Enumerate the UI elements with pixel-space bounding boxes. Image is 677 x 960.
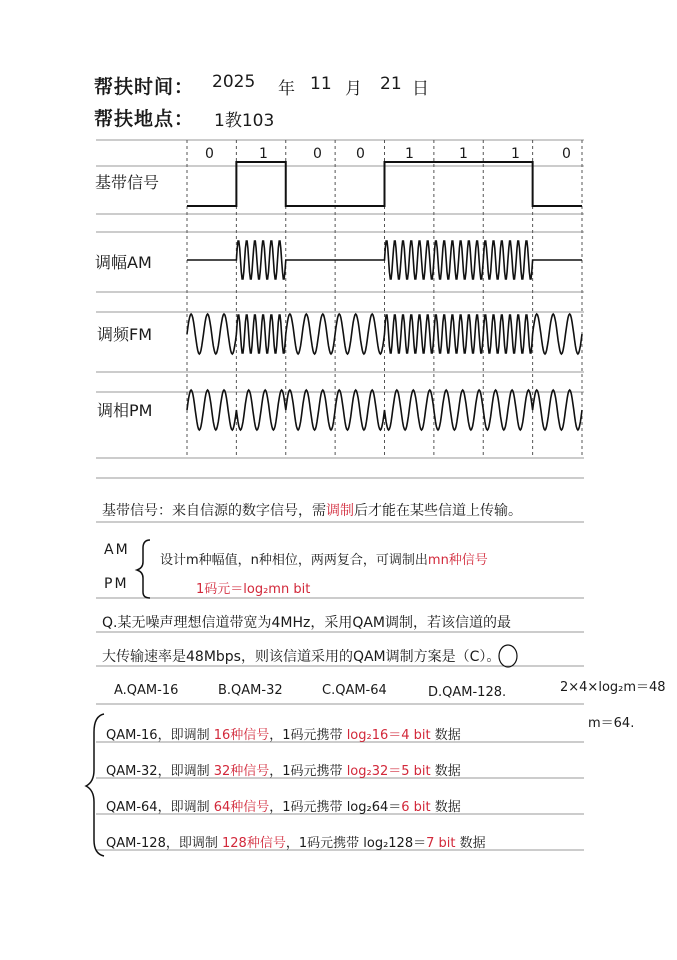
bit-label: 1 — [405, 146, 414, 162]
note-baseband-red: 调制 — [326, 503, 354, 519]
month-value: 11 — [310, 74, 332, 94]
year-unit: 年 — [278, 79, 295, 99]
qam-row-mid: ，1码元携带 — [285, 836, 360, 851]
option-c: C.QAM-64 — [322, 683, 387, 698]
qam-brace — [86, 714, 104, 856]
qam-row-log: log₂16＝ — [346, 728, 402, 743]
bit-label: 0 — [313, 146, 322, 162]
note-modulation-red: mn种信号 — [427, 553, 488, 568]
calc-line1: 2×4×log₂m＝48 — [560, 680, 666, 695]
qam-row-signals: 32种信号 — [213, 764, 270, 779]
am-label: AM — [104, 542, 130, 558]
am-pm-brace — [137, 540, 150, 598]
qam-row — [106, 832, 486, 851]
time-label: 帮扶时间： — [94, 76, 195, 98]
pm-label: PM — [104, 576, 129, 592]
day-unit: 日 — [412, 79, 429, 99]
qam-row-prefix: QAM-128，即调制 — [106, 836, 218, 851]
qam-row-mid: ，1码元携带 — [269, 728, 343, 743]
option-d: D.QAM-128. — [428, 685, 507, 700]
qam-row-prefix: QAM-32，即调制 — [106, 764, 210, 779]
qam-row-suffix: 数据 — [459, 836, 486, 851]
qam-row-prefix: QAM-64，即调制 — [106, 800, 210, 815]
qam-row-log-black: log₂64＝ — [346, 800, 402, 815]
place-value: 1教103 — [214, 111, 275, 131]
bit-label: 1 — [259, 146, 268, 162]
qam-row — [106, 724, 461, 743]
qam-row-signals: 128种信号 — [222, 836, 286, 851]
qam-row-log: log₂32＝ — [346, 764, 402, 779]
month-unit: 月 — [345, 79, 362, 99]
bit-label: 1 — [459, 146, 468, 162]
note-modulation — [160, 549, 488, 568]
year-value: 2025 — [212, 72, 256, 92]
qam-row-suffix: 数据 — [434, 764, 461, 779]
option-a: A.QAM-16 — [114, 683, 179, 698]
baseband-waveform — [187, 162, 582, 206]
bit-label: 0 — [205, 146, 214, 162]
note-modulation-a: 设计m种幅值，n种相位，两两复合，可调制出 — [160, 553, 428, 568]
bit-label: 0 — [562, 146, 571, 162]
qam-row-mid: ，1码元携带 — [269, 800, 343, 815]
qam-row-mid: ，1码元携带 — [269, 764, 343, 779]
label-pm: 调相PM — [97, 401, 153, 420]
question-line1: Q.某无噪声理想信道带宽为4MHz，采用QAM调制，若该信道的最 — [102, 615, 512, 631]
label-am: 调幅AM — [95, 253, 152, 272]
qam-row — [106, 796, 461, 815]
note-baseband-a: 基带信号：来自信源的数字信号，需 — [102, 503, 326, 519]
label-fm: 调频FM — [97, 325, 153, 344]
qam-row-suffix: 数据 — [434, 728, 461, 743]
label-baseband: 基带信号 — [95, 173, 160, 192]
bit-label: 1 — [511, 146, 520, 162]
qam-row-bits: 5 bit — [401, 764, 431, 779]
qam-row-bits: 6 bit — [401, 800, 431, 815]
qam-row-bits: 7 bit — [426, 836, 456, 851]
note-baseband — [102, 500, 522, 520]
qam-row-bits: 4 bit — [401, 728, 431, 743]
qam-row-signals: 64种信号 — [213, 800, 270, 815]
bit-label: 0 — [356, 146, 365, 162]
qam-row-signals: 16种信号 — [213, 728, 270, 743]
day-value: 21 — [380, 74, 402, 94]
note-baseband-b: 后才能在某些信道上传输。 — [354, 503, 522, 519]
place-label: 帮扶地点： — [94, 108, 195, 130]
question-line2: 大传输速率是48Mbps，则该信道采用的QAM调制方案是（C）。 — [102, 649, 501, 665]
calc-line2: m＝64. — [588, 716, 635, 731]
note-symbol-bits: 1码元＝log₂mn bit — [196, 582, 311, 597]
qam-row-suffix: 数据 — [434, 800, 461, 815]
option-b: B.QAM-32 — [218, 683, 283, 698]
qam-row-prefix: QAM-16，即调制 — [106, 728, 210, 743]
qam-row — [106, 760, 461, 779]
answer-circle — [499, 645, 517, 667]
qam-row-log-black: log₂128＝ — [363, 836, 427, 851]
